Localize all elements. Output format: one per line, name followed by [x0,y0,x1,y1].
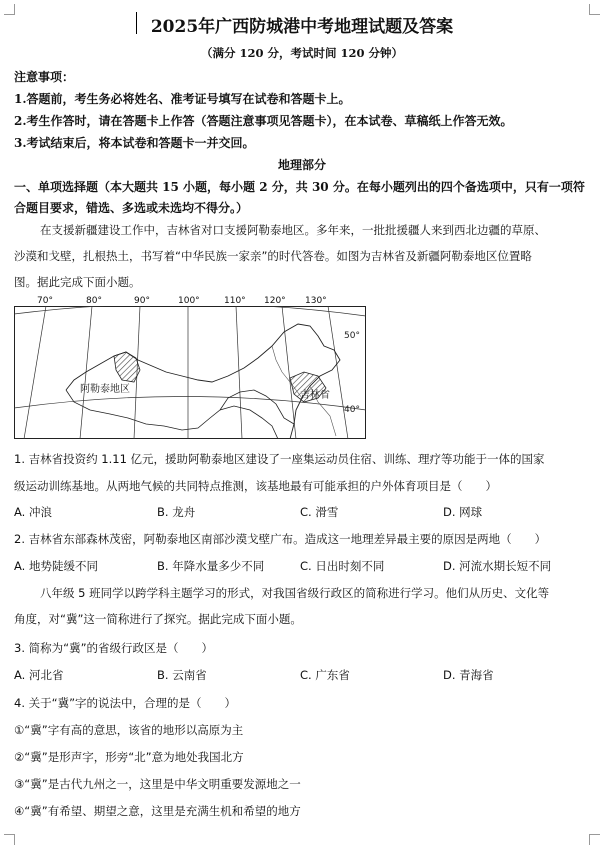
location-map [14,306,366,439]
option-d: D. 网球 [443,505,483,519]
lon-label: 70° [37,296,53,306]
lat-label: 50° [344,331,360,341]
longitude-labels [0,296,604,308]
option-a: A. 地势陡缓不同 [14,559,98,573]
question-2-options [14,558,590,574]
option-b: B. 年降水量多少不同 [157,559,265,573]
corner-mark [589,834,600,845]
passage-line: 角度，对“冀”这一简称进行了探究。据此完成下面小题。 [14,612,302,626]
question-3-line: 3. 简称为“冀”的省级行政区是（ ） [14,641,214,655]
map-label-altay: 阿勒泰地区 [80,384,130,395]
option-b: B. 龙舟 [157,505,196,519]
lat-label: 40° [344,405,360,415]
option-c: C. 日出时刻不同 [300,559,385,573]
question-1-line: 级运动训练基地。从两地气候的共同特点推测，该基地最有可能承担的户外体育项目是（ ） [14,479,497,493]
option-c: C. 广东省 [300,668,350,682]
part-heading: 一、单项选择题（本大题共 15 小题，每小题 2 分，共 30 分。在每小题列出的四个备选项中，只有一项符 [14,180,585,194]
passage-line: 在支援新疆建设工作中，吉林省对口支援阿勒泰地区。多年来，一批批援疆人来到西北边疆的草原、 [40,223,546,237]
option-a: A. 河北省 [14,668,64,682]
section-title: 地理部分 [277,158,326,172]
lon-label: 120° [264,296,286,306]
lon-label: 100° [178,296,200,306]
question-1-line: 1. 吉林省投资约 1.11 亿元，援助阿勒泰地区建设了一座集运动员住宿、训练、理疗等功能于一体的国家 [14,452,545,466]
passage-line: 沙漠和戈壁，扎根热土，书写着“中华民族一家亲”的时代答卷。如图为吉林省及新疆阿勒泰地区位置略 [14,249,532,263]
option-a: A. 冲浪 [14,505,52,519]
question-2-line: 2. 吉林省东部森林茂密，阿勒泰地区南部沙漠戈壁广布。造成这一地理差异最主要的原因是两地（ ） [14,532,547,546]
note-item: 3.考试结束后，将本试卷和答题卡一并交回。 [14,136,255,150]
passage-line: 图。据此完成下面小题。 [14,275,141,289]
question-4-line: 4. 关于“冀”字的说法中，合理的是（ ） [14,696,237,710]
option-d: D. 河流水期长短不同 [443,559,552,573]
notes-heading: 注意事项： [14,70,75,84]
lon-label: 110° [224,296,246,306]
option-b: B. 云南省 [157,668,207,682]
option-c: C. 滑雪 [300,505,339,519]
passage-line: 八年级 5 班同学以跨学科主题学习的形式，对我国省级行政区的简称进行学习。他们从历史、文化等 [40,586,550,600]
note-item: 2.考生作答时，请在答题卡上作答（答题注意事项见答题卡），在本试卷、草稿纸上作答无效。 [14,114,513,128]
option-d: D. 青海省 [443,668,494,682]
note-item: 1.答题前，考生务必将姓名、准考证号填写在试卷和答题卡上。 [14,92,351,106]
map-label-jilin: 吉林省 [300,390,330,401]
lon-label: 80° [86,296,102,306]
lon-label: 130° [305,296,327,306]
statement-item: ②“冀”是形声字，形旁“北”意为地处我国北方 [14,750,244,764]
lon-label: 90° [134,296,150,306]
statement-item: ④“冀”有希望、期望之意，这里是充满生机和希望的地方 [14,804,301,818]
statement-item: ③“冀”是古代九州之一，这里是中华文明重要发源地之一 [14,777,301,791]
question-1-options [14,504,590,520]
document-title: 2025年广西防城港中考地理试题及答案 [150,17,454,37]
corner-mark [4,834,15,845]
statement-item: ①“冀”字有高的意思，该省的地形以高原为主 [14,723,244,737]
part-heading: 合题目要求，错选、多选或未选均不得分。） [14,201,249,215]
question-3-options [14,667,590,683]
document-subtitle: （满分 120 分，考试时间 120 分钟） [200,46,404,60]
